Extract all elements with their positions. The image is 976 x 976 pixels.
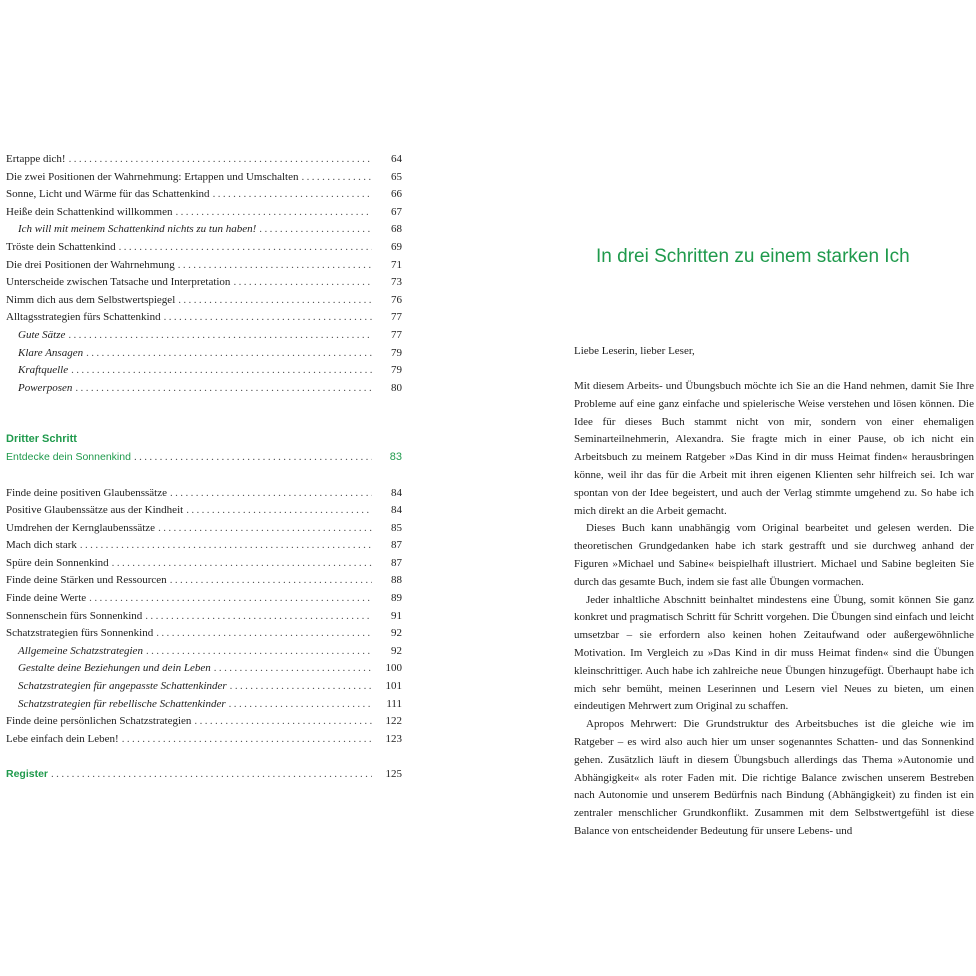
toc-leader-dots xyxy=(230,678,372,696)
toc-entry-title: Spüre dein Sonnenkind xyxy=(6,556,109,569)
toc-entry-page: 84 xyxy=(391,486,402,499)
toc-entry-page: 71 xyxy=(391,258,402,271)
toc-leader-dots xyxy=(51,766,372,784)
toc-leader-dots xyxy=(156,625,372,643)
toc-subentry xyxy=(6,696,402,714)
toc-entry-title: Schatzstrategien für rebellische Schattenkinder xyxy=(18,697,226,710)
toc-entry-page: 87 xyxy=(391,539,402,552)
toc-entry xyxy=(6,555,402,573)
toc-entry-title: Positive Glaubenssätze aus der Kindheit xyxy=(6,504,184,517)
toc-entry xyxy=(6,713,402,731)
toc-entry-title: Gute Sätze xyxy=(18,328,66,341)
toc-entry-title: Schatzstrategien für angepasste Schattenkinder xyxy=(18,680,227,693)
toc-entry-title: Register xyxy=(6,768,49,781)
toc-leader-dots xyxy=(170,485,372,503)
toc-entry-title: Heiße dein Schattenkind willkommen xyxy=(6,205,173,218)
section-heading: Dritter Schritt xyxy=(6,433,77,446)
toc-entry-page: 73 xyxy=(391,276,402,289)
toc-entry-title: Kraftquelle xyxy=(18,364,69,377)
toc-entry-title: Umdrehen der Kernglaubenssätze xyxy=(6,521,156,534)
toc-entry-title: Sonne, Licht und Wärme für das Schattenkind xyxy=(6,188,210,201)
toc-entry-title: Die zwei Positionen der Wahrnehmung: Ertappen und Umschalten xyxy=(6,170,299,183)
toc-entry-title: Finde deine Stärken und Ressourcen xyxy=(6,574,167,587)
toc-entry-page: 101 xyxy=(385,680,402,693)
toc-subentry xyxy=(6,643,402,661)
toc-entry-page: 122 xyxy=(385,715,402,728)
toc-subentry xyxy=(6,678,402,696)
toc-entry-page: 77 xyxy=(391,328,402,341)
paragraph: Dieses Buch kann unabhängig vom Original bearbeitet und gelesen werden. Die theoretischen Grundgedanken habe ich stark gestrafft und sie durchweg anhand der Figuren »Michael und Sabine« beispielhaft illustriert. Michael und Sabine begleiten Sie durch das gesamte Buch, indem sie fast alle Übungen vormachen. xyxy=(574,522,974,588)
toc-leader-dots xyxy=(213,186,372,204)
toc-leader-dots xyxy=(75,380,372,398)
toc-entry-page: 76 xyxy=(391,293,402,306)
toc-entry-page: 69 xyxy=(391,240,402,253)
toc-entry-title: Sonnenschein fürs Sonnenkind xyxy=(6,609,143,622)
toc-leader-dots xyxy=(229,696,372,714)
toc-leader-dots xyxy=(158,520,372,538)
toc-entry-page: 84 xyxy=(391,504,402,517)
toc-entry-title: Alltagsstrategien fürs Schattenkind xyxy=(6,311,161,324)
toc-entry-title: Die drei Positionen der Wahrnehmung xyxy=(6,258,175,271)
toc-leader-dots xyxy=(80,537,372,555)
toc-entry-title: Tröste dein Schattenkind xyxy=(6,240,116,253)
toc-entry xyxy=(6,590,402,608)
toc-entry xyxy=(6,239,402,257)
toc-subentry xyxy=(6,362,402,380)
toc-entry xyxy=(6,625,402,643)
toc-entry-page: 64 xyxy=(391,153,402,165)
toc-leader-dots xyxy=(69,151,372,169)
toc-entry-title: Entdecke dein Sonnenkind xyxy=(6,450,131,463)
toc-entry xyxy=(6,502,402,520)
toc-section-subtitle xyxy=(6,449,402,467)
toc-entry xyxy=(6,186,402,204)
toc-leader-dots xyxy=(122,731,372,749)
toc-entry xyxy=(6,485,402,503)
toc-entry-page: 88 xyxy=(391,574,402,587)
toc-leader-dots xyxy=(89,590,372,608)
toc-entry-page: 89 xyxy=(391,592,402,605)
toc-subentry xyxy=(6,327,402,345)
paragraph: Apropos Mehrwert: Die Grundstruktur des Arbeitsbuches ist die gleiche wie im Ratgeber – es wird also auch hier um unser sogenanntes Schatten- und das Sonnenkind gehen. Zusätzlich läuft in diesem Übungsbuch allerdings das Thema »Autonomie und Abhängigkeit« als roter Faden mit. Die richtige Balance zwischen unserem Bestreben nach Autonomie und unserem Bedürfnis nach Bindung (Abhängigkeit) zu finden ist ein zentraler menschlicher Grundkonflikt. Zusammen mit dem Selbstwertgefühl ist diese Balance von entscheidender Bedeutung für unsere Lebens- und xyxy=(574,718,974,837)
toc-leader-dots xyxy=(86,345,372,363)
toc-entry-page: 85 xyxy=(391,521,402,534)
toc-entry-page: 66 xyxy=(391,188,402,201)
toc-leader-dots xyxy=(178,292,372,310)
paragraph: Mit diesem Arbeits- und Übungsbuch möchte ich Sie an die Hand nehmen, damit Sie Ihre Probleme auf eine ganz einfache und spielerische Weise verstehen und lösen können. Die Idee für dieses Buch stammt nicht von mir, sondern von einer ehemaligen Seminarteilnehmerin, Alexandra. Sie fragte mich in einer Pause, ob ich nicht ein Arbeitsbuch zu meinem Ratgeber »Das Kind in dir muss Heimat finden« herausbringen könne, weil ihr das für die Arbeit mit ihren eigenen Klienten sehr hilfreich sei. Ich war spontan von der Idee begeistert, und auch der Verlag stimmte umgehend zu. So habe ich mich direkt an die Arbeit gemacht. xyxy=(574,380,974,517)
toc-entry-title: Ich will mit meinem Schattenkind nichts zu tun haben! xyxy=(18,223,257,236)
toc-leader-dots xyxy=(194,713,372,731)
toc-entry-title: Finde deine Werte xyxy=(6,592,87,605)
toc-entry xyxy=(6,151,402,169)
toc-entry-page: 92 xyxy=(391,644,402,657)
toc-entry xyxy=(6,309,402,327)
toc-leader-dots xyxy=(178,257,372,275)
toc-subentry xyxy=(6,221,402,239)
toc-leader-dots xyxy=(112,555,372,573)
toc-leader-dots xyxy=(71,362,372,380)
toc-leader-dots xyxy=(233,274,372,292)
salutation: Liebe Leserin, lieber Leser, xyxy=(574,345,695,357)
toc-entry-page: 92 xyxy=(391,627,402,640)
toc-entry-title: Schatzstrategien fürs Sonnenkind xyxy=(6,627,154,640)
toc-leader-dots xyxy=(259,221,372,239)
chapter-title: In drei Schritten zu einem starken Ich xyxy=(596,246,910,267)
toc-leader-dots xyxy=(146,643,372,661)
toc-entry-title: Mach dich stark xyxy=(6,539,77,552)
toc-entry xyxy=(6,520,402,538)
toc-entry xyxy=(6,257,402,275)
toc-entry-title: Lebe einfach dein Leben! xyxy=(6,732,119,745)
toc-entry-title: Gestalte deine Beziehungen und dein Leben xyxy=(18,662,211,675)
toc-leader-dots xyxy=(301,169,372,187)
toc-leader-dots xyxy=(176,204,373,222)
toc-entry-title: Nimm dich aus dem Selbstwertspiegel xyxy=(6,293,176,306)
toc-entry xyxy=(6,572,402,590)
toc-leader-dots xyxy=(170,572,372,590)
toc-leader-dots xyxy=(164,309,372,327)
toc-entry-title: Klare Ansagen xyxy=(18,346,84,359)
toc-entry-page: 67 xyxy=(391,205,402,218)
toc-entry-page: 77 xyxy=(391,311,402,324)
toc-entry-page: 80 xyxy=(391,381,402,394)
toc-entry-page: 100 xyxy=(385,662,402,675)
toc-leader-dots xyxy=(119,239,372,257)
toc-entry-page: 87 xyxy=(391,556,402,569)
toc-entry-page: 125 xyxy=(385,768,402,781)
toc-entry-page: 83 xyxy=(389,450,402,463)
toc-entry-title: Allgemeine Schatzstrategien xyxy=(18,644,143,657)
toc-entry xyxy=(6,292,402,310)
toc-entry-title: Powerposen xyxy=(18,381,73,394)
toc-entry xyxy=(6,731,402,749)
toc-entry-title: Ertappe dich! xyxy=(6,153,66,165)
body-text xyxy=(574,378,974,841)
toc-entry xyxy=(6,537,402,555)
toc-entry-page: 79 xyxy=(391,346,402,359)
table-of-contents xyxy=(6,151,402,784)
toc-subentry xyxy=(6,660,402,678)
toc-entry-title: Unterscheide zwischen Tatsache und Interpretation xyxy=(6,276,231,289)
toc-entry xyxy=(6,274,402,292)
toc-leader-dots xyxy=(214,660,372,678)
toc-entry-page: 123 xyxy=(385,732,402,745)
toc-entry-page: 91 xyxy=(391,609,402,622)
toc-entry-title: Finde deine positiven Glaubenssätze xyxy=(6,486,167,499)
paragraph: Jeder inhaltliche Abschnitt beinhaltet mindestens eine Übung, somit können Sie ganz konkret und pragmatisch Schritt für Schritt vorgehen. Die Übungen sind einfach und leicht umsetzbar – sie erfordern also keinen hohen Zeitaufwand oder außergewöhnliche Motivation. Im Vergleich zu »Das Kind in dir muss Heimat finden« sind die Übungen kleinschrittiger. Auch habe ich zahlreiche neue Übungen hinzugefügt. Überhaupt habe ich mich sehr bemüht, meinen Leserinnen und Lesern viel Neues zu bieten, um einen eindeutigen Mehrwert zum Original zu schaffen. xyxy=(574,593,974,713)
toc-entry-page: 79 xyxy=(391,364,402,377)
toc-leader-dots xyxy=(186,502,372,520)
toc-subentry xyxy=(6,380,402,398)
toc-entry-page: 68 xyxy=(391,223,402,236)
toc-entry-page: 111 xyxy=(386,697,402,710)
toc-leader-dots xyxy=(68,327,372,345)
toc-leader-dots xyxy=(134,449,372,467)
toc-entry xyxy=(6,608,402,626)
toc-register-entry xyxy=(6,766,402,784)
toc-section-heading xyxy=(6,431,402,449)
toc-subentry xyxy=(6,345,402,363)
toc-entry xyxy=(6,204,402,222)
toc-entry xyxy=(6,169,402,187)
toc-leader-dots xyxy=(145,608,372,626)
toc-entry-title: Finde deine persönlichen Schatzstrategien xyxy=(6,715,192,728)
toc-entry-page: 65 xyxy=(391,170,402,183)
